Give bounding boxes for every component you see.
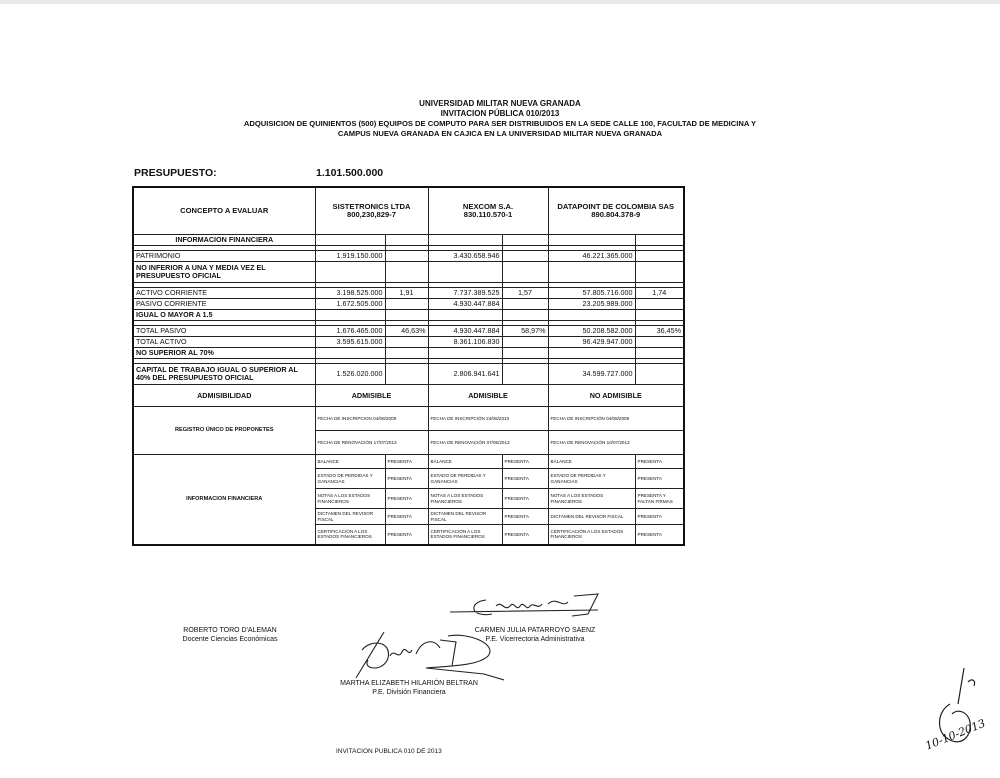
rup-renovacion-b1: FECHA DE RENOVACIÓN 17/07/2013 [315,431,428,455]
pasivo-corriente-label: PASIVO CORRIENTE [133,299,315,310]
total-pasivo-b2: 4.930.447.884 [428,326,502,337]
admisibilidad-b2: ADMISIBLE [428,385,548,407]
activo-corriente-label: ACTIVO CORRIENTE [133,288,315,299]
b3-status-2: PRESENTA [635,469,684,489]
patrimonio-b1: 1.919.150.000 [315,251,385,262]
signature-block-roberto [160,626,300,644]
total-pasivo-b1: 1.676.465.000 [315,326,385,337]
capital-row [133,364,684,385]
martha-role: P.E. División Financiera [372,689,446,696]
total-pasivo-b3: 50.208.582.000 [548,326,635,337]
b1-status-3: PRESENTA [385,489,428,509]
b1-doc-3: NOTAS A LOS ESTADOS FINANCIEROS [315,489,385,509]
b3-doc-2: ESTADO DE PERDIDAS Y GANANCIAS [548,469,635,489]
b2-status-2: PRESENTA [502,469,548,489]
pasivo-corriente-b1: 1.672.505.000 [315,299,385,310]
bidder-3-name: DATAPOINT DE COLOMBIA SAS [557,202,675,211]
b1-status-2: PRESENTA [385,469,428,489]
university-name: UNIVERSIDAD MILITAR NUEVA GRANADA [419,99,581,108]
total-activo-b1: 3.595.615.000 [315,337,385,348]
patrimonio-rule: NO INFERIOR A UNA Y MEDIA VEZ EL PRESUPUESTO OFICIAL [133,262,315,283]
b1-doc-5: CERTIFICACIÓN A LOS ESTADOS FINANCIEROS [315,525,385,545]
budget-value: 1.101.500.000 [316,167,384,179]
roberto-role: Docente Ciencias Económicas [182,636,278,643]
capital-label: CAPITAL DE TRABAJO IGUAL O SUPERIOR AL 40% DEL PRESUPUESTO OFICIAL [133,364,315,385]
b3-doc-4: DICTAMEN DEL REVISOR FISCAL [548,509,635,525]
b2-status-3: PRESENTA [502,489,548,509]
total-pasivo-row [133,326,684,337]
bidder-2-header [428,187,548,235]
capital-b2: 2.806.941.641 [428,364,502,385]
total-activo-b3: 96.429.947.000 [548,337,635,348]
bidder-3-nit: 890.804.378-9 [591,210,641,219]
debt-ratio-b2: 58,97% [502,326,548,337]
b2-doc-3: NOTAS A LOS ESTADOS FINANCIEROS [428,489,502,509]
total-pasivo-label: TOTAL PASIVO [133,326,315,337]
debt-ratio-b1: 46,63% [385,326,428,337]
activo-corriente-b3: 57.805.716.000 [548,288,635,299]
patrimonio-b3: 46.221.365.000 [548,251,635,262]
admisibilidad-row [133,385,684,407]
b3-status-1: PRESENTA [635,455,684,469]
financial-section-label: INFORMACION FINANCIERA [133,235,315,246]
b1-doc-2: ESTADO DE PERDIDAS Y GANANCIAS [315,469,385,489]
carmen-name: CARMEN JULIA PATARROYO SAENZ [474,627,596,634]
admisibilidad-b1: ADMISIBLE [315,385,428,407]
b2-doc-1: BALANCE [428,455,502,469]
debt-rule: NO SUPERIOR AL 70% [133,348,315,359]
b2-doc-5: CERTIFICACIÓN A LOS ESTADOS FINANCIEROS [428,525,502,545]
bidder-1-name: SISTETRONICS LTDA [332,202,411,211]
rup-inscripcion-b3: FECHA DE INSCRIPCIÓN 04/08/2009 [548,407,684,431]
total-activo-row [133,337,684,348]
rup-label: REGISTRO ÚNICO DE PROPONETES [133,407,315,455]
debt-ratio-b3: 36,45% [635,326,684,337]
subject-line-1: ADQUISICION DE QUINIENTOS (500) EQUIPOS DE COMPUTO PARA SER DISTRIBUIDOS EN LA SEDE CALLE 100, FACULTAD DE MEDICINA Y [243,119,757,128]
rup-inscripcion-b1: FECHA DE INSCRIPCION 04/08/2009 [315,407,428,431]
bidder-1-nit: 800,230,829-7 [347,210,396,219]
invitation-title: INVITACION PÚBLICA 010/2013 [440,109,560,118]
liquidity-rule: IGUAL O MAYOR A 1.5 [133,310,315,321]
b3-status-5: PRESENTA [635,525,684,545]
martha-name: MARTHA ELIZABETH HILARIÓN BELTRAN [340,680,478,687]
fin-docs-label: INFORMACION FINANCIERA [133,455,315,545]
b2-status-4: PRESENTA [502,509,548,525]
b2-status-5: PRESENTA [502,525,548,545]
patrimonio-rule-row [133,262,684,283]
b2-doc-2: ESTADO DE PERDIDAS Y GANANCIAS [428,469,502,489]
liquidity-ratio-b1: 1,91 [385,288,428,299]
b3-doc-5: CERTIFICACIÓN A LOS ESTADOS FINANCIEROS [548,525,635,545]
carmen-role: P.E. Vicerrectoria Administrativa [485,636,585,643]
liquidity-rule-row [133,310,684,321]
financial-section-row [133,235,684,246]
b1-doc-1: BALANCE [315,455,385,469]
b3-doc-1: BALANCE [548,455,635,469]
activo-corriente-row [133,288,684,299]
scan-edge [0,0,1000,4]
rup-renovacion-b2: FECHA DE RENOVACIÓN 07/06/2013 [428,431,548,455]
patrimonio-b2: 3.430.658.946 [428,251,502,262]
total-activo-label: TOTAL ACTIVO [133,337,315,348]
signature-block-martha [334,679,484,697]
pasivo-corriente-row [133,299,684,310]
roberto-name: ROBERTO TORO D'ALEMAN [183,627,277,634]
b3-status-4: PRESENTA [635,509,684,525]
document-header [100,99,900,139]
signature-block-carmen [455,626,615,644]
b3-status-3: PRESENTA Y FALTAN FIRMAS [635,489,684,509]
liquidity-ratio-b2: 1,57 [502,288,548,299]
pasivo-corriente-b3: 23.205.989.000 [548,299,635,310]
evaluation-table [132,186,685,546]
bidder-1-header [315,187,428,235]
debt-rule-row [133,348,684,359]
b2-status-1: PRESENTA [502,455,548,469]
signature-carmen [448,590,608,622]
bidder-2-nit: 830.110.570-1 [463,210,513,219]
capital-b3: 34.599.727.000 [548,364,635,385]
b1-doc-4: DICTAMEN DEL REVISOR FISCAL [315,509,385,525]
total-activo-b2: 8.361.106.830 [428,337,502,348]
b1-status-4: PRESENTA [385,509,428,525]
b2-doc-4: DICTAMEN DEL REVISOR FISCAL [428,509,502,525]
b1-status-1: PRESENTA [385,455,428,469]
pasivo-corriente-b2: 4.930.447.884 [428,299,502,310]
concept-header: CONCEPTO A EVALUAR [133,187,315,235]
b3-doc-3: NOTAS A LOS ESTADOS FINANCIEROS [548,489,635,509]
b1-status-5: PRESENTA [385,525,428,545]
patrimonio-label: PATRIMONIO [133,251,315,262]
rup-inscripcion-b2: FECHA DE INSCRIPCIÓN 24/06/2010 [428,407,548,431]
handwritten-date: 10-10-2013 [923,716,988,753]
admisibilidad-label: ADMISIBILIDAD [133,385,315,407]
activo-corriente-b2: 7.737.389.525 [428,288,502,299]
admisibilidad-b3: NO ADMISIBLE [548,385,684,407]
rup-renovacion-b3: FECHA DE RENOVACIÓN 10/07/2013 [548,431,684,455]
table-header-row [133,187,684,235]
rup-row-1 [133,407,684,431]
footer-text: INVITACION PUBLICA 010 DE 2013 [336,748,442,755]
bidder-3-header [548,187,684,235]
liquidity-ratio-b3: 1,74 [635,288,684,299]
bidder-2-name: NEXCOM S.A. [462,202,514,211]
budget-label: PRESUPUESTO: [134,167,217,179]
fin-doc-row-1 [133,455,684,469]
patrimonio-row [133,251,684,262]
subject-line-2: CAMPUS NUEVA GRANADA EN CAJICA EN LA UNIVERSIDAD MILITAR NUEVA GRANADA [337,129,663,138]
activo-corriente-b1: 3.198.525.000 [315,288,385,299]
capital-b1: 1.526.020.000 [315,364,385,385]
